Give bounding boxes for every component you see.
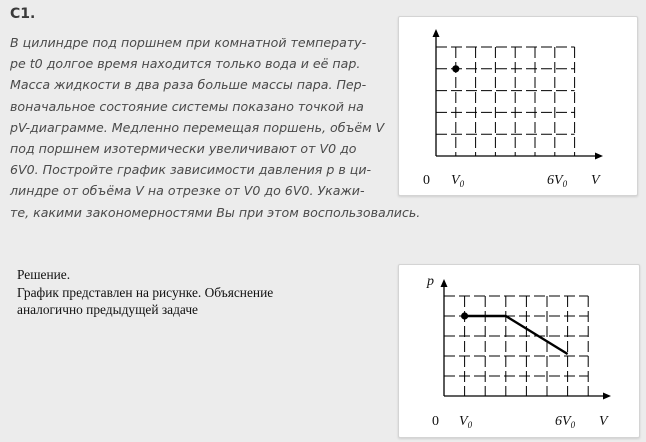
y-axis-label: p bbox=[427, 274, 434, 289]
solution-pv-diagram-svg bbox=[399, 265, 639, 437]
solution-pv-diagram bbox=[398, 264, 640, 438]
solution-line: График представлен на рисунке. Объяснение bbox=[17, 284, 274, 300]
6v0-tick-label: $6V_0$ bbox=[555, 414, 576, 430]
problem-line: те, какими закономерностями Вы при этом воспользовались. bbox=[10, 204, 421, 220]
x-axis-label: V bbox=[599, 414, 608, 429]
6v0-tick-label: $6V_0$ bbox=[547, 173, 568, 189]
problem-line: pV-диаграмме. Медленно перемещая поршень, объём V bbox=[10, 119, 385, 135]
origin-label: 0 bbox=[423, 173, 430, 188]
initial-state-point bbox=[461, 312, 468, 319]
problem-pv-diagram bbox=[398, 16, 638, 196]
p-axis-arrow bbox=[433, 29, 440, 37]
problem-line: под поршнем изотермически увеличивают от V0 до bbox=[10, 141, 357, 157]
problem-pv-diagram-svg bbox=[399, 17, 637, 195]
v0-tick-label: $V_0$ bbox=[459, 414, 473, 430]
solution-text bbox=[17, 266, 387, 319]
problem-line: ре t0 долгое время находится только вода и её пар. bbox=[10, 56, 361, 72]
solution-line: Решение. bbox=[17, 267, 71, 282]
v-axis-arrow bbox=[603, 393, 611, 400]
problem-text bbox=[10, 32, 421, 223]
problem-label: C1. bbox=[10, 6, 36, 22]
diagram-grid bbox=[436, 47, 575, 156]
problem-line: воначальное состояние системы показано точкой на bbox=[10, 98, 364, 114]
origin-label: 0 bbox=[432, 414, 439, 429]
v0-tick-label: $V_0$ bbox=[451, 173, 465, 189]
pressure-curve bbox=[465, 316, 568, 354]
diagram-axes bbox=[441, 279, 612, 400]
problem-line: Масса жидкости в два раза больше массы пара. Пер- bbox=[10, 77, 367, 93]
problem-line: линдре от объёма V на отрезке от V0 до 6V0. Укажи- bbox=[10, 183, 365, 199]
problem-line: В цилиндре под поршнем при комнатной температу- bbox=[10, 35, 367, 50]
p-axis-arrow bbox=[441, 279, 448, 287]
diagram-curve-layer bbox=[465, 316, 568, 354]
v-axis-arrow bbox=[595, 153, 603, 160]
initial-state-point bbox=[452, 65, 459, 72]
x-axis-label: V bbox=[591, 173, 600, 188]
diagram-grid bbox=[444, 296, 588, 396]
solution-line: аналогично предыдущей задаче bbox=[17, 302, 198, 317]
problem-line: 6V0. Постройте график зависимости давления p в ци- bbox=[10, 162, 372, 178]
diagram-axes bbox=[433, 29, 604, 160]
